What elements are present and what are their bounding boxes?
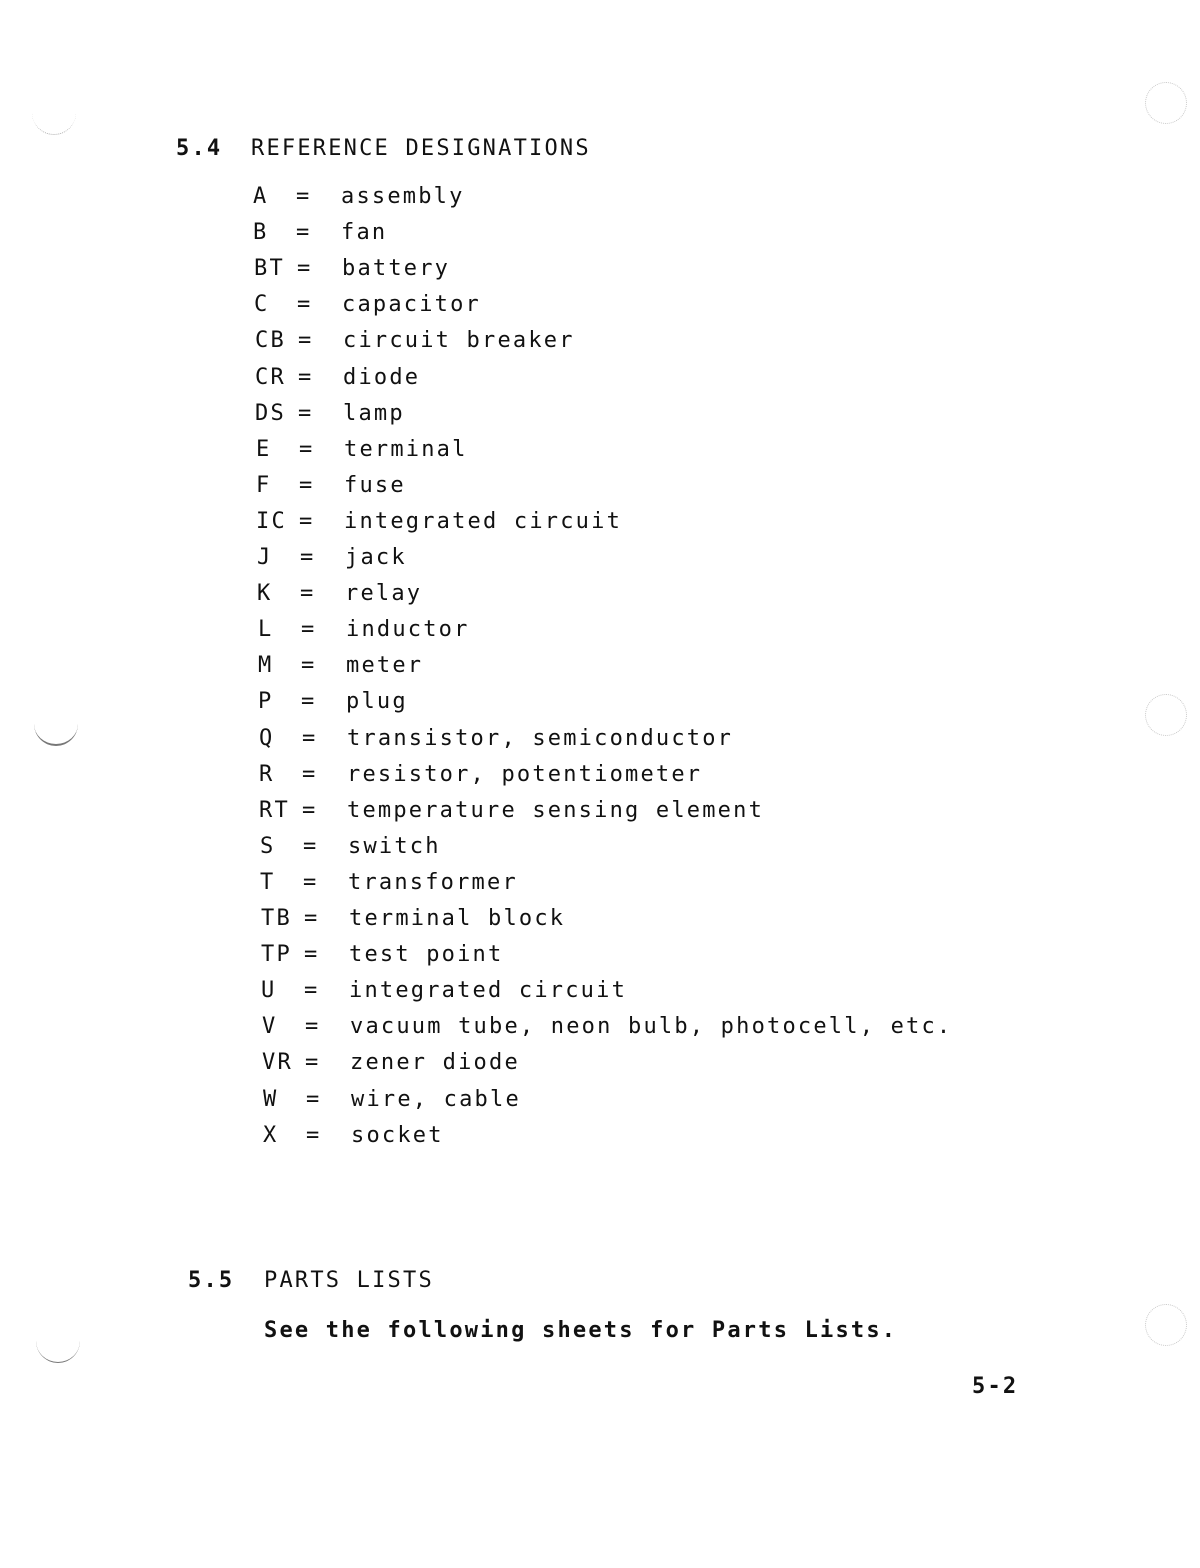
binder-mark-middle (34, 722, 78, 746)
designation-code: RT (259, 798, 290, 823)
designation-row (253, 220, 1200, 250)
designation-code: W (263, 1087, 279, 1112)
binder-mark-top (32, 112, 76, 135)
equals-sign: = (303, 870, 319, 895)
section-55-number: 5.5 (188, 1268, 235, 1293)
designation-row (259, 762, 1200, 792)
designation-description: diode (343, 365, 421, 390)
designation-description: temperature sensing element (347, 798, 765, 823)
designation-code: CB (255, 328, 286, 353)
designation-description: fan (341, 220, 388, 245)
designation-description: assembly (341, 184, 465, 209)
designation-row (254, 292, 1200, 322)
equals-sign: = (298, 328, 314, 353)
designation-description: plug (346, 689, 408, 714)
equals-sign: = (303, 834, 319, 859)
designation-code: U (261, 978, 277, 1003)
section-54-number: 5.4 (176, 136, 223, 161)
designation-row (255, 328, 1200, 358)
designation-row (261, 978, 1200, 1008)
designation-description: terminal block (349, 906, 566, 931)
equals-sign: = (298, 365, 314, 390)
equals-sign: = (296, 220, 312, 245)
designation-row (255, 401, 1200, 431)
designation-description: transistor, semiconductor (347, 726, 734, 751)
designation-row (258, 689, 1200, 719)
equals-sign: = (299, 437, 315, 462)
equals-sign: = (302, 726, 318, 751)
equals-sign: = (299, 509, 315, 534)
designation-code: T (260, 870, 276, 895)
designation-description: integrated circuit (344, 509, 623, 534)
designation-code: P (258, 689, 274, 714)
designation-description: jack (345, 545, 407, 570)
designation-description: socket (351, 1123, 444, 1148)
designation-description: zener diode (350, 1050, 520, 1075)
page-number: 5-2 (972, 1374, 1019, 1399)
designation-row (253, 184, 1200, 214)
equals-sign: = (301, 689, 317, 714)
designation-description: relay (345, 581, 423, 606)
designation-row (254, 256, 1200, 286)
designation-code: X (263, 1123, 279, 1148)
designation-code: IC (256, 509, 287, 534)
designation-description: battery (342, 256, 451, 281)
equals-sign: = (296, 184, 312, 209)
designation-row (257, 545, 1200, 575)
designation-description: switch (348, 834, 441, 859)
designation-row (261, 942, 1200, 972)
equals-sign: = (306, 1087, 322, 1112)
designation-row (263, 1087, 1200, 1117)
designation-description: inductor (346, 617, 470, 642)
equals-sign: = (302, 798, 318, 823)
equals-sign: = (305, 1050, 321, 1075)
equals-sign: = (306, 1123, 322, 1148)
designation-row (257, 581, 1200, 611)
designation-code: TB (261, 906, 292, 931)
equals-sign: = (300, 581, 316, 606)
designation-description: test point (349, 942, 504, 967)
designation-description: circuit breaker (343, 328, 575, 353)
designation-row (263, 1123, 1200, 1153)
equals-sign: = (304, 906, 320, 931)
binder-mark-bottom (36, 1340, 80, 1363)
designation-code: K (257, 581, 273, 606)
designation-row (256, 509, 1200, 539)
equals-sign: = (298, 401, 314, 426)
designation-row (262, 1050, 1200, 1080)
designation-code: DS (255, 401, 286, 426)
designation-row (262, 1014, 1200, 1044)
designation-code: TP (261, 942, 292, 967)
equals-sign: = (301, 653, 317, 678)
designation-code: L (258, 617, 274, 642)
section-55-title: PARTS LISTS (264, 1268, 434, 1293)
designation-description: terminal (344, 437, 468, 462)
designation-code: C (254, 292, 270, 317)
designation-code: CR (255, 365, 286, 390)
designation-description: wire, cable (351, 1087, 521, 1112)
designation-code: A (253, 184, 269, 209)
designation-code: VR (262, 1050, 293, 1075)
designation-description: resistor, potentiometer (347, 762, 703, 787)
equals-sign: = (297, 256, 313, 281)
section-55-body: See the following sheets for Parts Lists. (264, 1318, 898, 1343)
hole-punch-bottom (1145, 1304, 1187, 1346)
designation-row (256, 473, 1200, 503)
designation-row (260, 870, 1200, 900)
hole-punch-top (1145, 82, 1187, 124)
equals-sign: = (301, 617, 317, 642)
equals-sign: = (300, 545, 316, 570)
designation-description: vacuum tube, neon bulb, photocell, etc. (350, 1014, 953, 1039)
section-54-title: REFERENCE DESIGNATIONS (251, 136, 591, 161)
designation-row (256, 437, 1200, 467)
designation-code: J (257, 545, 273, 570)
designation-code: E (256, 437, 272, 462)
designation-row (261, 906, 1200, 936)
designation-description: transformer (348, 870, 518, 895)
designation-row (259, 798, 1200, 828)
equals-sign: = (302, 762, 318, 787)
equals-sign: = (304, 978, 320, 1003)
designation-code: R (259, 762, 275, 787)
designation-code: Q (259, 726, 275, 751)
designation-row (259, 726, 1200, 756)
equals-sign: = (304, 942, 320, 967)
equals-sign: = (299, 473, 315, 498)
designation-row (258, 653, 1200, 683)
designation-description: lamp (343, 401, 405, 426)
designation-code: BT (254, 256, 285, 281)
designation-description: capacitor (342, 292, 482, 317)
designation-code: M (258, 653, 274, 678)
designation-row (260, 834, 1200, 864)
designation-description: fuse (344, 473, 406, 498)
designation-code: V (262, 1014, 278, 1039)
designation-code: B (253, 220, 269, 245)
equals-sign: = (297, 292, 313, 317)
designation-code: S (260, 834, 276, 859)
designation-row (258, 617, 1200, 647)
designation-description: meter (346, 653, 424, 678)
designation-code: F (256, 473, 272, 498)
designation-row (255, 365, 1200, 395)
designation-description: integrated circuit (349, 978, 628, 1003)
equals-sign: = (305, 1014, 321, 1039)
